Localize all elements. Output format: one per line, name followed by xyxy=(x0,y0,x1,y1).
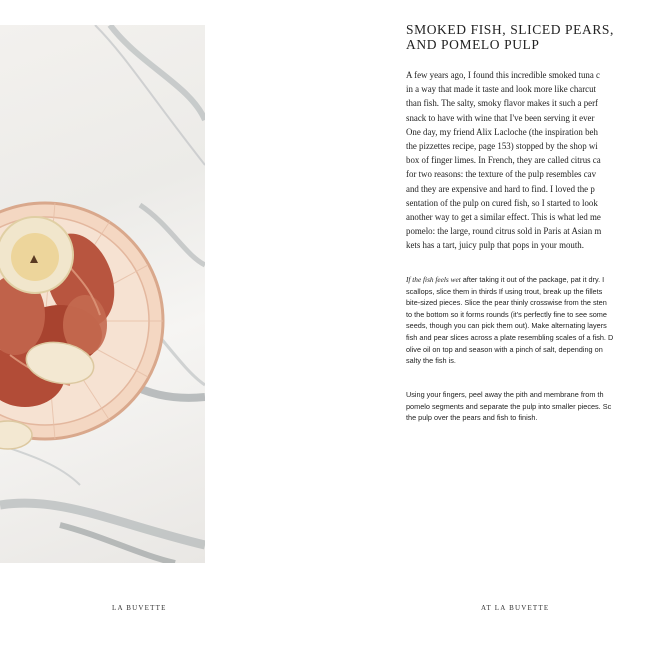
recipe-title-line: AND POMELO PULP xyxy=(406,37,540,52)
method-line xyxy=(406,274,648,286)
method-lead-rest: after taking it out of the package, pat it dry. I xyxy=(460,275,605,284)
footer-left-running-head: LA BUVETTE xyxy=(112,604,167,612)
recipe-finish xyxy=(406,389,648,424)
intro-line: the pizzettes recipe, page 153) stopped by the shop wi xyxy=(406,141,598,152)
method-line: bite-sized pieces. Slice the pear thinly crosswise from the sten xyxy=(406,298,607,308)
intro-line: kets has a tart, juicy pulp that pops in your mouth. xyxy=(406,240,584,251)
intro-line: A few years ago, I found this incredible smoked tuna c xyxy=(406,70,600,80)
intro-line: than fish. The salty, smoky flavor makes it such a perf xyxy=(406,98,598,109)
intro-line: for two reasons: the texture of the pulp resembles cav xyxy=(406,169,597,180)
intro-line: snack to have with wine that I've been serving it ever xyxy=(406,112,595,123)
method-line: scallops, slice them in thirds If using trout, break up the fillets xyxy=(406,286,603,296)
method-line: salty the fish is. xyxy=(406,356,456,366)
footer-right-running-head: AT LA BUVETTE xyxy=(481,604,550,612)
intro-line: another way to get a similar effect. This is what led me xyxy=(406,212,601,223)
intro-line: sentation of the pulp on cured fish, so I started to look xyxy=(406,197,598,208)
recipe-title-line: SMOKED FISH, SLICED PEARS, xyxy=(406,22,615,37)
food-photo-illustration xyxy=(0,25,205,563)
intro-line: in a way that made it taste and look more like charcut xyxy=(406,84,597,95)
intro-line: One day, my friend Alix Lacloche (the inspiration beh xyxy=(406,126,598,137)
recipe-method xyxy=(406,274,648,367)
method-line: fish and pear slices across a plate resembling scales of a fish. D xyxy=(406,332,614,342)
intro-line: pomelo: the large, round citrus sold in Paris at Asian m xyxy=(406,226,602,237)
food-photo xyxy=(0,25,205,563)
method-line: olive oil on top and season with a pinch of salt, depending on xyxy=(406,344,603,354)
intro-line: and they are expensive and hard to find. I loved the p xyxy=(406,183,595,194)
recipe-title xyxy=(406,22,646,52)
recipe-intro xyxy=(406,68,648,253)
finish-line: pomelo segments and separate the pulp into smaller pieces. Sc xyxy=(406,401,612,411)
method-line: to the bottom so it forms rounds (it's perfectly fine to see some xyxy=(406,309,607,319)
finish-line: the pulp over the pears and fish to finish. xyxy=(406,413,538,423)
method-line: seeds, though you can pick them out). Make alternating layers xyxy=(406,321,607,331)
intro-line: box of finger limes. In French, they are called citrus ca xyxy=(406,155,601,166)
method-lead-italic: If the fish feels wet xyxy=(406,275,461,284)
finish-line: Using your fingers, peel away the pith and membrane from th xyxy=(406,390,604,399)
